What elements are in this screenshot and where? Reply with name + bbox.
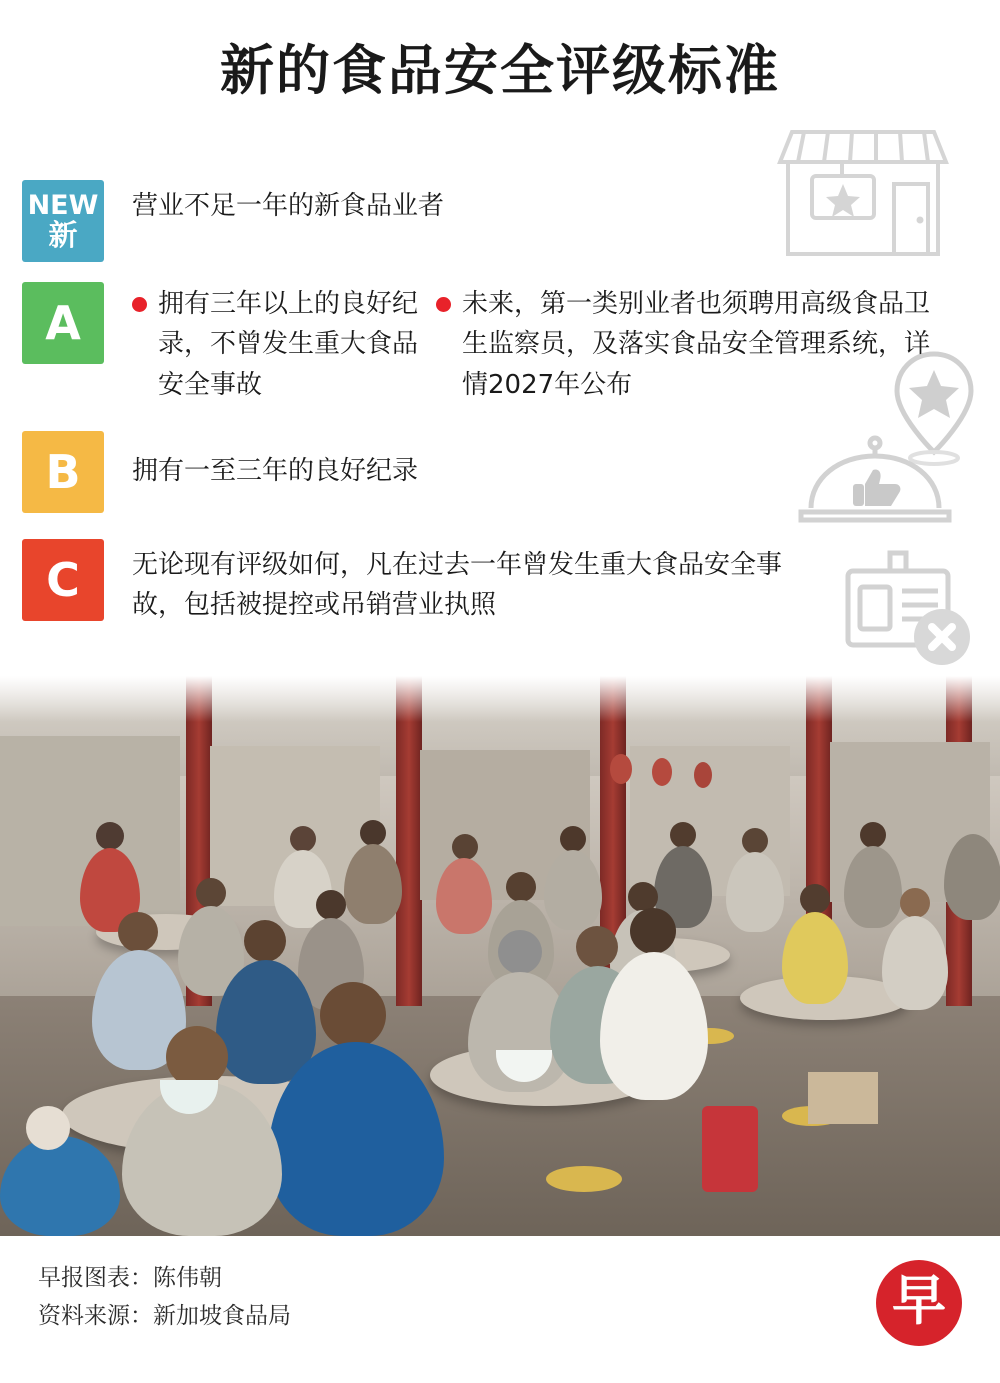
zaobao-logo: [876, 1260, 962, 1346]
badge-label-b: B: [45, 444, 81, 499]
rating-description-new: 营业不足一年的新食品业者: [132, 191, 445, 221]
badge-label-a: A: [45, 296, 81, 350]
rating-row-a: [0, 282, 1000, 405]
rating-a-point-2: [436, 284, 932, 405]
rating-list: [0, 180, 1000, 645]
rating-badge-b: [22, 431, 104, 513]
rating-row-c: [0, 539, 1000, 626]
credit-line-1: 早报图表：陈伟朝: [38, 1265, 222, 1291]
footer: [0, 1236, 1000, 1383]
rating-a-point-1: [132, 284, 436, 405]
rating-description-b: 拥有一至三年的良好纪录: [132, 455, 419, 486]
badge-label-c: C: [46, 552, 80, 607]
rating-a-point-2-text: 未来，第一类别业者也须聘用高级食品卫生监察员，及落实食品安全管理系统，详情2027年公布: [462, 289, 931, 400]
rating-row-new: [0, 180, 1000, 262]
bullet-icon: [436, 297, 451, 312]
rating-row-b: [0, 431, 1000, 513]
credit-block: [38, 1260, 291, 1336]
bullet-icon: [132, 297, 147, 312]
badge-label-en: NEW: [27, 189, 99, 221]
logo-glyph: 早: [892, 1269, 946, 1332]
rating-description-c: 无论现有评级如何，凡在过去一年曾发生重大食品安全事故，包括被提控或吊销营业执照: [132, 549, 783, 621]
rating-badge-new: [22, 180, 104, 262]
credit-line-2: 资料来源：新加坡食品局: [38, 1302, 291, 1329]
rating-badge-a: [22, 282, 104, 364]
rating-a-point-1-text: 拥有三年以上的良好纪录，不曾发生重大食品安全事故: [158, 289, 419, 400]
rating-description-a: [104, 282, 1000, 405]
page-title: 新的食品安全评级标准: [220, 39, 780, 102]
badge-label-zh: 新: [48, 218, 78, 253]
rating-badge-c: [22, 539, 104, 621]
hawker-centre-photo: [0, 676, 1000, 1236]
